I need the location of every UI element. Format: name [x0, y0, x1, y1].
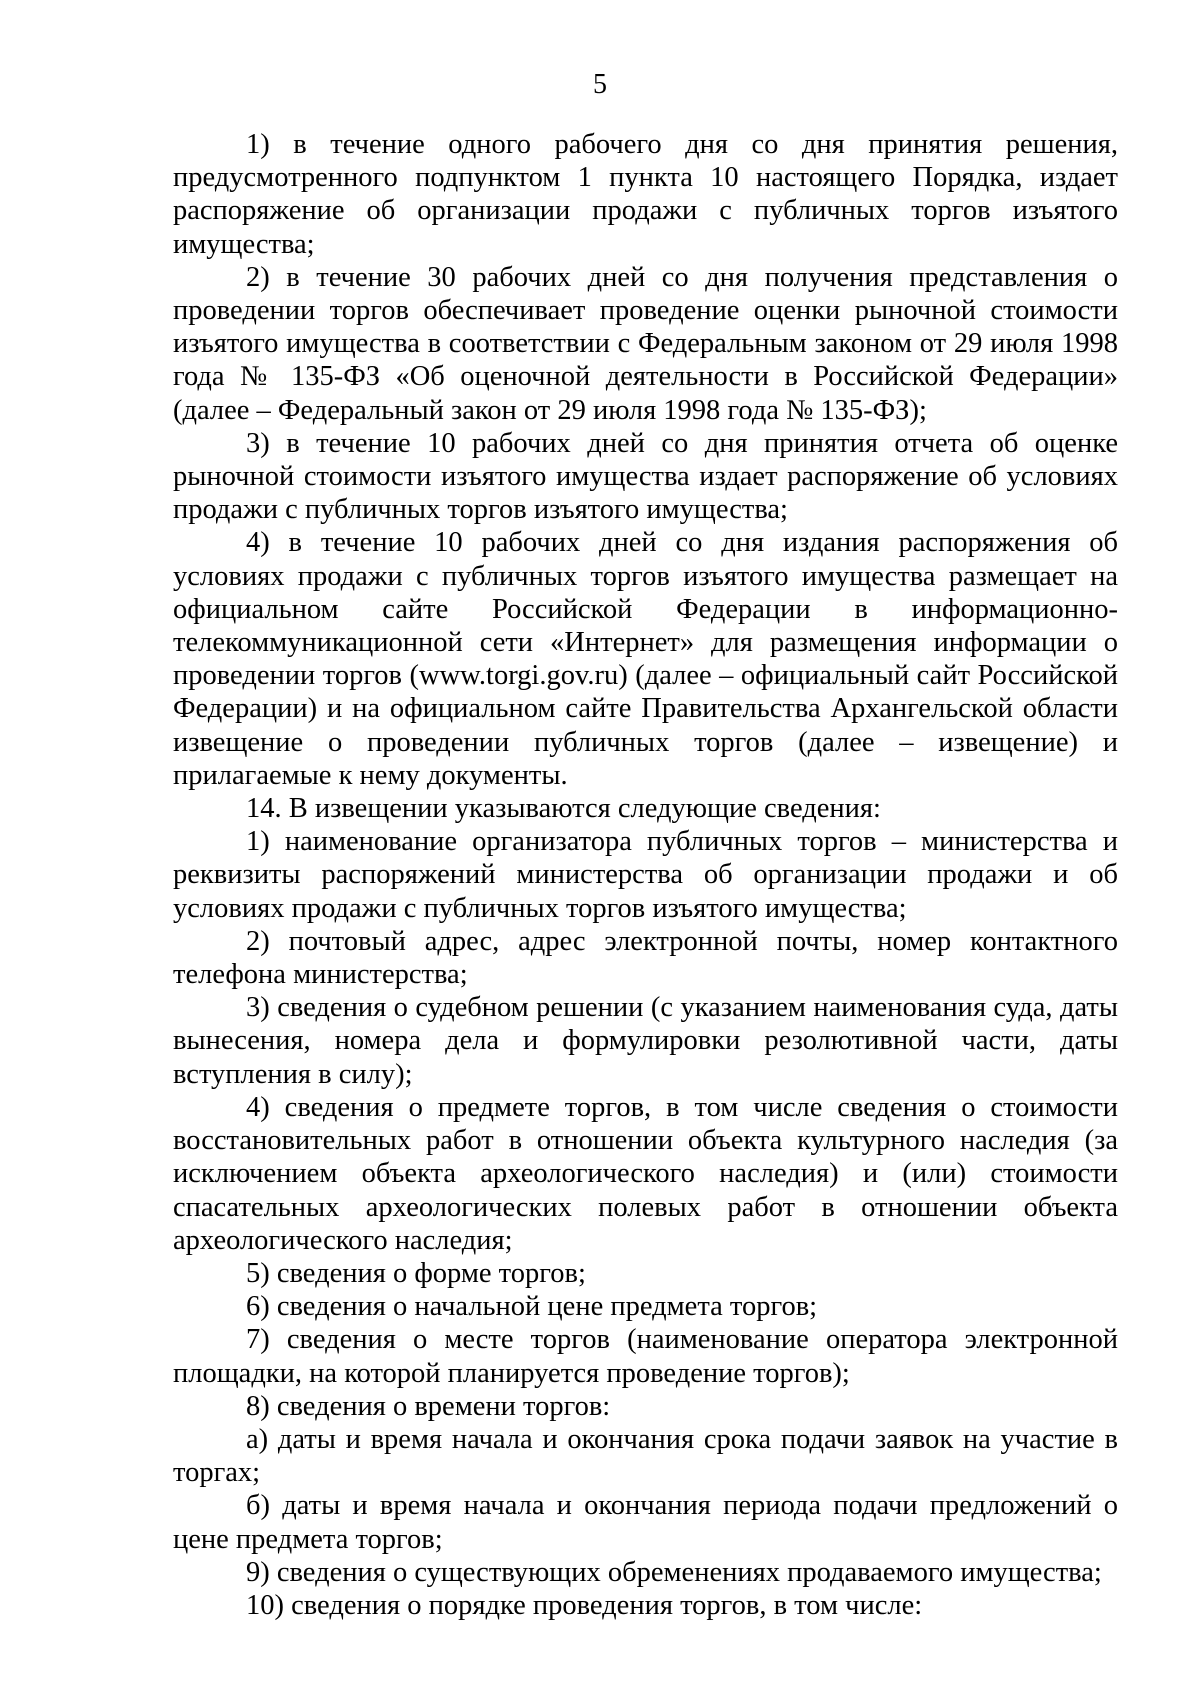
paragraph-notice-item-10-procedure: 10) сведения о порядке проведения торгов, в том числе:	[246, 1589, 923, 1621]
paragraph-notice-item-1-organizer: 1) наименование организатора публичных торгов – министерства и реквизиты распоряжений министерства об организации продажи и об условиях продажи с публичных торгов изъятого имущества;	[173, 826, 1118, 924]
paragraph-notice-item-8-time: 8) сведения о времени торгов:	[246, 1390, 611, 1422]
paragraph-notice-item-2-contacts: 2) почтовый адрес, адрес электронной почты, номер контактного телефона министерства;	[173, 925, 1118, 991]
paragraph-notice-item-4-subject: 4) сведения о предмете торгов, в том числе сведения о стоимости восстановительных работ в отношении объекта культурного наследия (за исключением объекта археологического наследия) и (или) стоимости спасательных археологических полевых работ в отношении объекта археологического наследия;	[173, 1091, 1118, 1256]
paragraph-notice-item-3-court-decision: 3) сведения о судебном решении (с указанием наименования суда, даты вынесения, номера дела и формулировки резолютивной части, даты вступления в силу);	[173, 992, 1118, 1090]
paragraph-notice-item-9-encumbrances: 9) сведения о существующих обременениях продаваемого имущества;	[246, 1556, 1102, 1588]
paragraph-item-2-valuation: 2) в течение 30 рабочих дней со дня получения представления о проведении торгов обеспечивает проведение оценки рыночной стоимости изъятого имущества в соответствии с Федеральным законом от 29 июля 1998 года № 135-ФЗ «Об оценочной деятельности в Российской Федерации» (далее – Федеральный закон от 29 июля 1998 года № 135-ФЗ);	[173, 261, 1118, 426]
paragraph-item-1-decision-order: 1) в течение одного рабочего дня со дня принятия решения, предусмотренного подпунктом 1 пункта 10 настоящего Порядка, издает распоряжение об организации продажи с публичных торгов изъятого имущества;	[173, 129, 1118, 260]
paragraph-14-notice-contents: 14. В извещении указываются следующие сведения:	[246, 793, 881, 825]
page-number: 5	[593, 69, 607, 100]
paragraph-item-4-publication: 4) в течение 10 рабочих дней со дня издания распоряжения об условиях продажи с публичных торгов изъятого имущества размещает на официальном сайте Российской Федерации в информационно-телекоммуникационной сети «Интернет» для размещения информации о проведении торгов (www.torgi.gov.ru) (далее – официальный сайт Российской Федерации) и на официальном сайте Правительства Архангельской области извещение о проведении публичных торгов (далее – извещение) и прилагаемые к нему документы.	[173, 527, 1118, 791]
paragraph-notice-item-8a-application-dates: а) даты и время начала и окончания срока подачи заявок на участие в торгах;	[173, 1423, 1118, 1489]
paragraph-notice-item-7-place: 7) сведения о месте торгов (наименование оператора электронной площадки, на которой планируется проведение торгов);	[173, 1324, 1118, 1389]
paragraph-notice-item-6-start-price: 6) сведения о начальной цене предмета торгов;	[246, 1291, 818, 1323]
paragraph-item-3-sale-conditions: 3) в течение 10 рабочих дней со дня принятия отчета об оценке рыночной стоимости изъятого имущества издает распоряжение об условиях продажи с публичных торгов изъятого имущества;	[173, 427, 1118, 526]
paragraph-notice-item-5-form: 5) сведения о форме торгов;	[246, 1257, 586, 1289]
paragraph-notice-item-8b-offer-dates: б) даты и время начала и окончания периода подачи предложений о цене предмета торгов;	[173, 1490, 1118, 1555]
document-body	[173, 128, 1118, 1622]
